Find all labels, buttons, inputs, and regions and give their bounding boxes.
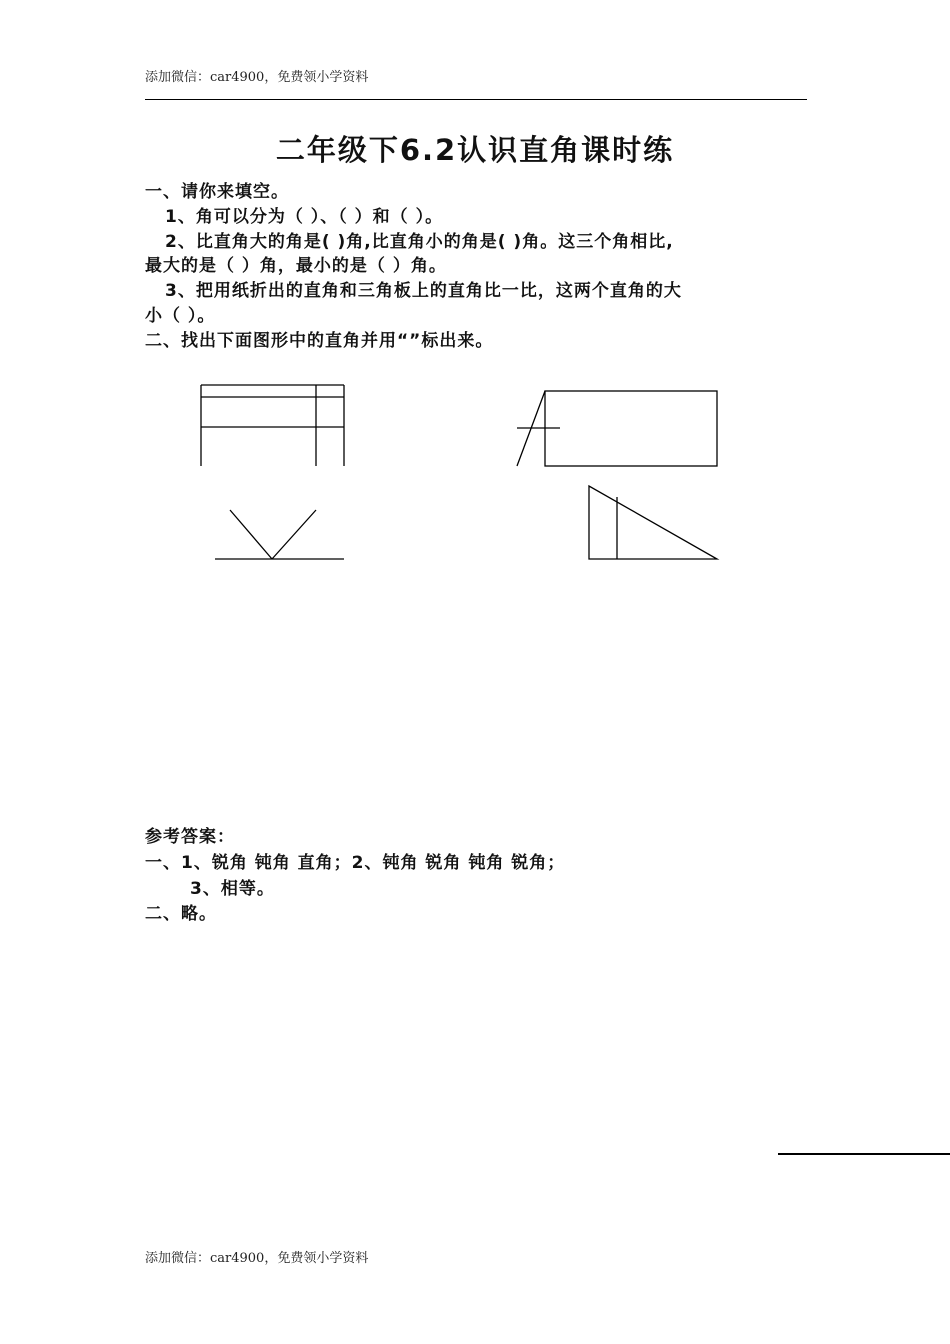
question-3-line1: 3、把用纸折出的直角和三角板上的直角比一比，这两个直角的大 xyxy=(165,281,682,301)
question-3-line2: 小（ ）。 xyxy=(145,306,216,326)
figure-right-triangle xyxy=(589,486,717,559)
answers-line3: 二、略。 xyxy=(145,904,217,924)
answers-heading: 参考答案： xyxy=(145,827,235,847)
header-rule xyxy=(145,99,807,100)
footer-watermark: 添加微信：car4900，免费领小学资料 xyxy=(145,1251,369,1266)
question-1: 1、角可以分为（ ）、（ ）和（ ）。 xyxy=(165,207,444,227)
header-watermark: 添加微信：car4900，免费领小学资料 xyxy=(145,70,369,85)
figure-fan-lines xyxy=(215,510,344,559)
section2-heading: 二、找出下面图形中的直角并用“”标出来。 xyxy=(145,331,494,351)
question-2-line1: 2、比直角大的角是( )角,比直角小的角是( )角。这三个角相比, xyxy=(165,232,674,252)
figure-rectangle-with-slash xyxy=(517,391,717,466)
answers-line1: 一、1、锐角 钝角 直角；2、钝角 锐角 钝角 锐角； xyxy=(145,853,566,873)
figure-table-frame xyxy=(201,385,344,466)
section1-heading: 一、请你来填空。 xyxy=(145,182,289,202)
answers-line2: 3、相等。 xyxy=(190,879,275,899)
corner-rule xyxy=(778,1153,950,1155)
question-2-line2: 最大的是（ ）角，最小的是（ ）角。 xyxy=(145,256,447,276)
page-title: 二年级下6.2认识直角课时练 xyxy=(275,133,675,167)
